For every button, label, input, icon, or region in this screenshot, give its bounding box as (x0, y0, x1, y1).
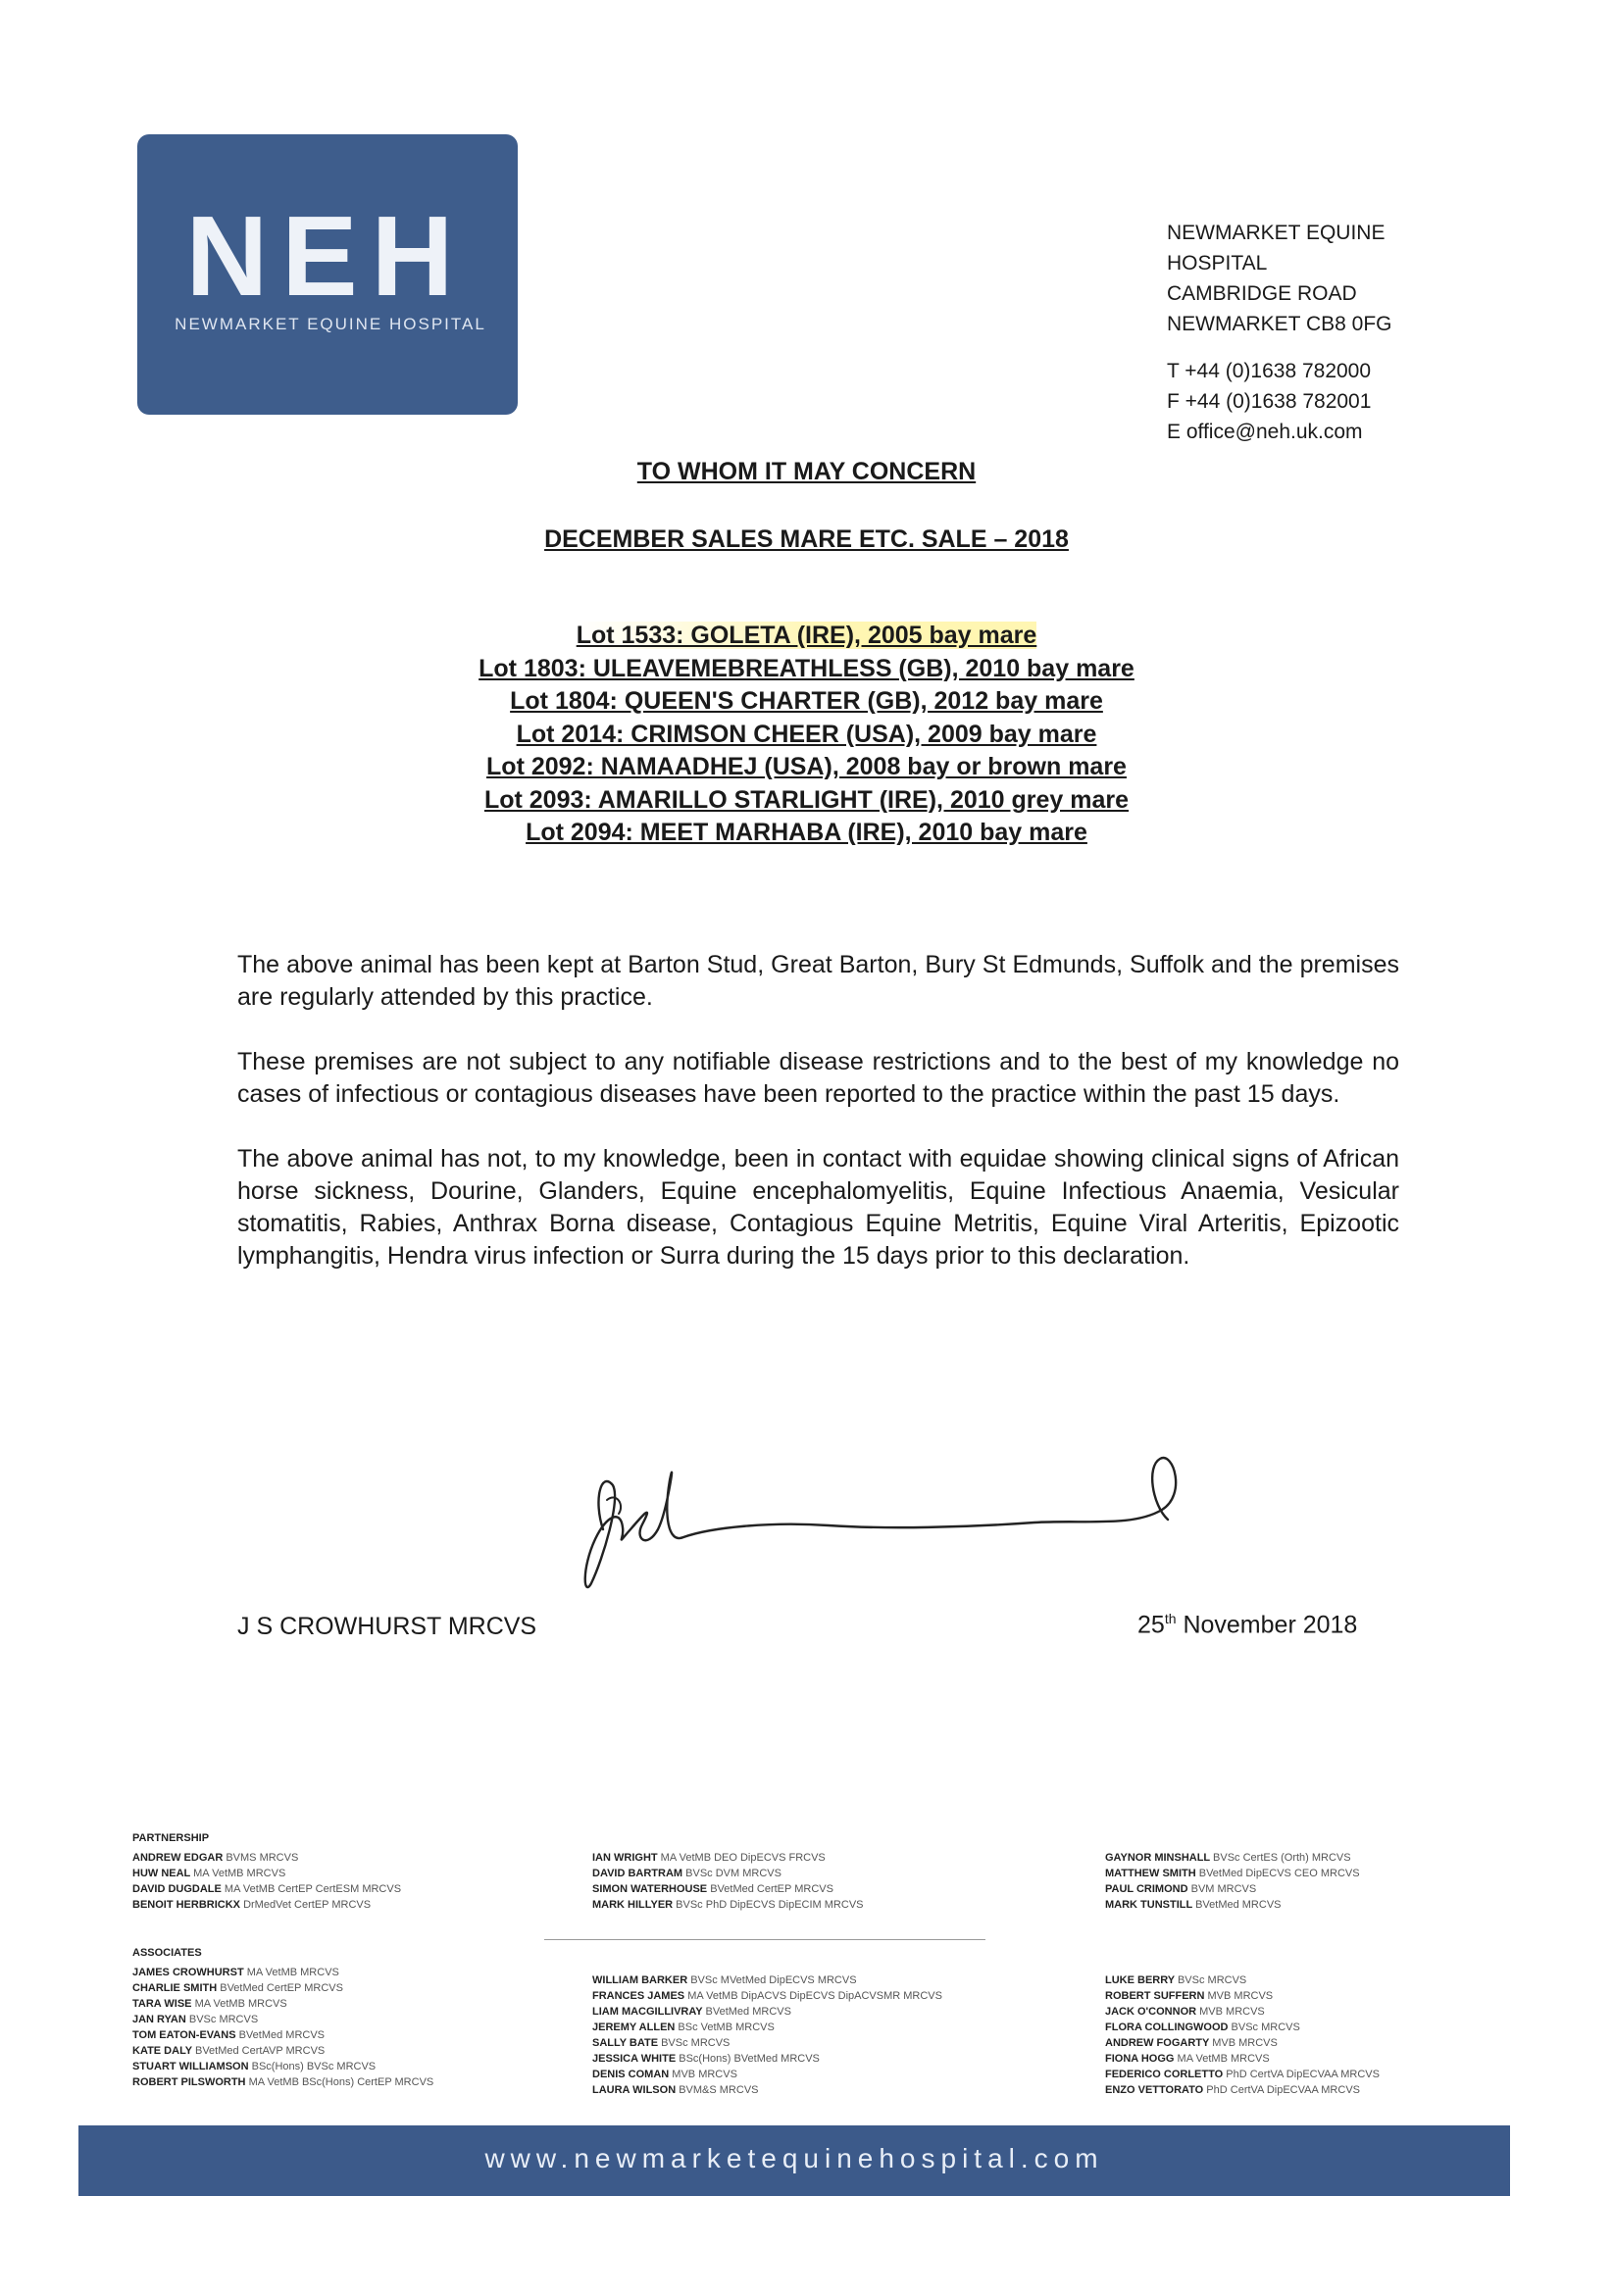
associates-column-3 (1105, 1972, 1380, 2098)
address-phone: T +44 (0)1638 782000 (1167, 360, 1372, 382)
staff-entry: DAVID BARTRAM BVSc DVM MRCVS (592, 1868, 781, 1879)
staff-entry: STUART WILLIAMSON BSc(Hons) BVSc MRCVS (132, 2061, 377, 2072)
staff-entry: CHARLIE SMITH BVetMed CertEP MRCVS (132, 1982, 343, 1994)
staff-entry: JESSICA WHITE BSc(Hons) BVetMed MRCVS (592, 2053, 820, 2065)
paragraph-restrictions: These premises are not subject to any notifiable disease restrictions and to the best of my knowledge no cases of infectious or contagious diseases have been reported to the practice within the past 15 days. (237, 1048, 1399, 1108)
staff-entry: JACK O'CONNOR MVB MRCVS (1105, 2006, 1265, 2018)
staff-entry: ENZO VETTORATO PhD CertVA DipECVAA MRCVS (1105, 2084, 1360, 2096)
letter-heading: TO WHOM IT MAY CONCERN (636, 458, 977, 485)
staff-entry: ANDREW EDGAR BVMS MRCVS (132, 1852, 299, 1864)
staff-entry: LIAM MACGILLIVRAY BVetMed MRCVS (592, 2006, 791, 2018)
lot-item: Lot 1803: ULEAVEMEBREATHLESS (GB), 2010 bay mare (479, 654, 1134, 682)
address-town: NEWMARKET CB8 0FG (1167, 313, 1392, 335)
staff-entry: TOM EATON-EVANS BVetMed MRCVS (132, 2029, 326, 2041)
staff-entry: FEDERICO CORLETTO PhD CertVA DipECVAA MRCVS (1105, 2069, 1380, 2080)
staff-entry: PAUL CRIMOND BVM MRCVS (1105, 1883, 1257, 1895)
staff-entry: WILLIAM BARKER BVSc MVetMed DipECVS MRCVS (592, 1974, 857, 1986)
footer-band (78, 2125, 1510, 2196)
divider (544, 1939, 985, 1940)
staff-entry: HUW NEAL MA VetMB MRCVS (132, 1868, 286, 1879)
paragraph-premises: The above animal has been kept at Barton Stud, Great Barton, Bury St Edmunds, Suffolk and the premises are regularly attended by this practice. (237, 951, 1399, 1011)
staff-entry: DAVID DUGDALE MA VetMB CertEP CertESM MRCVS (132, 1883, 402, 1895)
staff-entry: SALLY BATE BVSc MRCVS (592, 2037, 731, 2049)
address-fax: F +44 (0)1638 782001 (1167, 390, 1372, 413)
staff-entry: MARK TUNSTILL BVetMed MRCVS (1105, 1899, 1282, 1911)
letter-date: 25th November 2018 (1137, 1611, 1358, 1639)
staff-entry: SIMON WATERHOUSE BVetMed CertEP MRCVS (592, 1883, 833, 1895)
staff-entry: MARK HILLYER BVSc PhD DipECVS DipECIM MRCVS (592, 1899, 864, 1911)
address-street: CAMBRIDGE ROAD (1167, 282, 1357, 305)
hospital-logo (137, 134, 518, 415)
staff-entry: LUKE BERRY BVSc MRCVS (1105, 1974, 1247, 1986)
website-link[interactable]: www.newmarketequinehospital.com (484, 2143, 1104, 2173)
partnership-title: PARTNERSHIP (132, 1832, 210, 1844)
staff-entry: ROBERT SUFFERN MVB MRCVS (1105, 1990, 1274, 2002)
staff-entry: TARA WISE MA VetMB MRCVS (132, 1998, 287, 2010)
lot-list (0, 620, 1613, 850)
letter-body (237, 949, 1399, 1305)
staff-entry: GAYNOR MINSHALL BVSc CertES (Orth) MRCVS (1105, 1852, 1351, 1864)
staff-entry: MATTHEW SMITH BVetMed DipECVS CEO MRCVS (1105, 1868, 1360, 1879)
associates-column-1 (132, 1945, 433, 2090)
lot-item: Lot 1533: GOLETA (IRE), 2005 bay mare (576, 622, 1037, 649)
staff-entry: FIONA HOGG MA VetMB MRCVS (1105, 2053, 1270, 2065)
staff-entry: ANDREW FOGARTY MVB MRCVS (1105, 2037, 1278, 2049)
address-name: NEWMARKET EQUINE HOSPITAL (1167, 222, 1386, 275)
partnership-column-2 (592, 1850, 864, 1913)
staff-entry: FLORA COLLINGWOOD BVSc MRCVS (1105, 2021, 1300, 2033)
handwritten-signature (574, 1412, 1191, 1608)
staff-entry: LAURA WILSON BVM&S MRCVS (592, 2084, 759, 2096)
partnership-column-3 (1105, 1850, 1360, 1913)
lot-item: Lot 1804: QUEEN'S CHARTER (GB), 2012 bay mare (510, 687, 1103, 715)
lot-item: Lot 2093: AMARILLO STARLIGHT (IRE), 2010 grey mare (483, 785, 1130, 814)
lot-item: Lot 2092: NAMAADHEJ (USA), 2008 bay or brown mare (486, 753, 1127, 780)
staff-entry: ROBERT PILSWORTH MA VetMB BSc(Hons) CertEP MRCVS (132, 2076, 434, 2088)
associates-column-2 (592, 1972, 942, 2098)
sale-heading: DECEMBER SALES MARE ETC. SALE – 2018 (544, 525, 1069, 553)
partnership-column-1 (132, 1830, 401, 1913)
signatory-name: J S CROWHURST MRCVS (237, 1613, 537, 1640)
staff-entry: JAMES CROWHURST MA VetMB MRCVS (132, 1967, 339, 1978)
logo-name: NEWMARKET EQUINE HOSPITAL (175, 315, 486, 333)
address-block (1167, 218, 1490, 447)
paragraph-contact: The above animal has not, to my knowledge, been in contact with equidae showing clinical signs of African horse sickness, Dourine, Glanders, Equine encephalomyelitis, Equine Infectious Anaemia, Vesicular stomatitis, Rabies, Anthrax Borna disease, Contagious Equine Metritis, Equine Viral Arteritis, Epizootic lymphangitis, Hendra virus infection or Surra during the 15 days prior to this declaration. (237, 1145, 1399, 1270)
associates-title: ASSOCIATES (132, 1947, 202, 1959)
logo-mark: NEH (185, 192, 468, 320)
address-email[interactable]: E office@neh.uk.com (1167, 421, 1363, 443)
staff-entry: JAN RYAN BVSc MRCVS (132, 2014, 259, 2025)
staff-entry: DENIS COMAN MVB MRCVS (592, 2069, 737, 2080)
staff-entry: FRANCES JAMES MA VetMB DipACVS DipECVS DipACVSMR MRCVS (592, 1990, 942, 2002)
staff-entry: KATE DALY BVetMed CertAVP MRCVS (132, 2045, 326, 2057)
staff-entry: BENOIT HERBRICKX DrMedVet CertEP MRCVS (132, 1899, 372, 1911)
lot-item: Lot 2014: CRIMSON CHEER (USA), 2009 bay mare (516, 720, 1097, 748)
staff-entry: IAN WRIGHT MA VetMB DEO DipECVS FRCVS (592, 1852, 826, 1864)
lot-item: Lot 2094: MEET MARHABA (IRE), 2010 bay mare (526, 819, 1087, 846)
staff-entry: JEREMY ALLEN BSc VetMB MRCVS (592, 2021, 775, 2033)
